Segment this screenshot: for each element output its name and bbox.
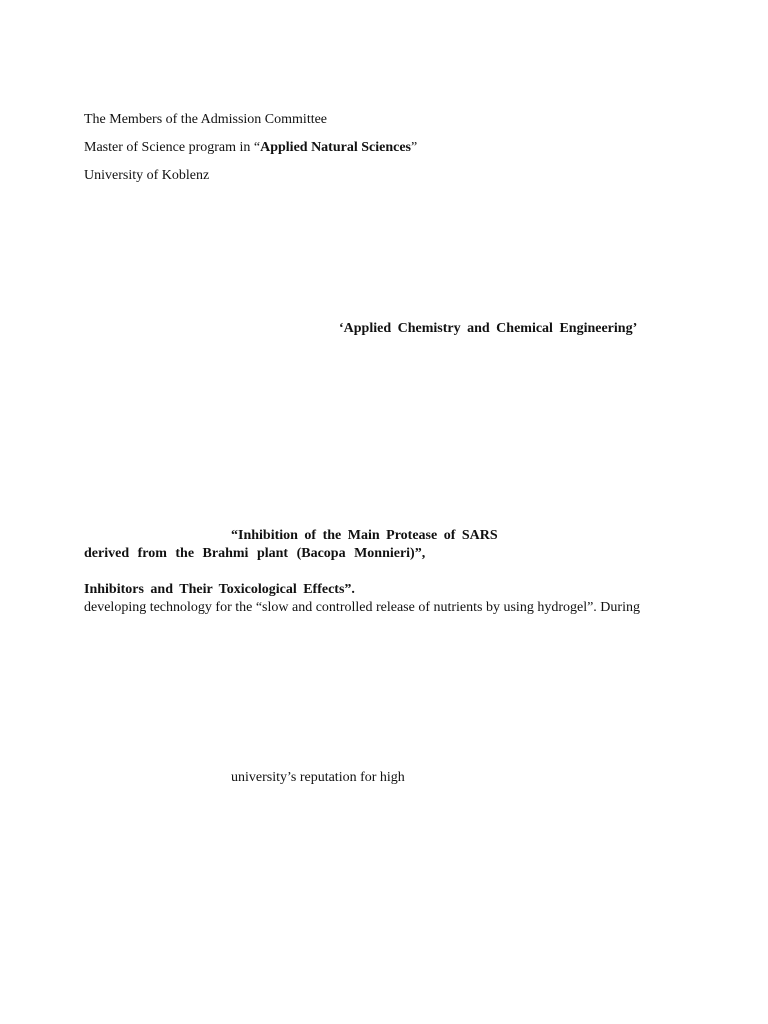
research-title-line-1: “Inhibition of the Main Protease of SARS bbox=[231, 528, 498, 543]
recipient-line-university: University of Koblenz bbox=[84, 168, 210, 183]
recipient-line-program bbox=[84, 140, 417, 156]
research-title-line-2: derived from the Brahmi plant (Bacopa Monnieri)”, bbox=[84, 546, 426, 561]
research-title-line-3: Inhibitors and Their Toxicological Effects”. bbox=[84, 582, 355, 597]
program-prefix: Master of Science program in “ bbox=[84, 140, 261, 155]
closing-fragment: university’s reputation for high bbox=[231, 770, 405, 785]
program-name: Applied Natural Sciences bbox=[260, 140, 411, 155]
program-suffix: ” bbox=[411, 140, 418, 155]
recipient-line-committee: The Members of the Admission Committee bbox=[84, 112, 328, 127]
research-body-line: developing technology for the “slow and controlled release of nutrients by using hydrogel”. During bbox=[84, 600, 640, 615]
field-heading: ‘Applied Chemistry and Chemical Engineering’ bbox=[339, 321, 638, 336]
